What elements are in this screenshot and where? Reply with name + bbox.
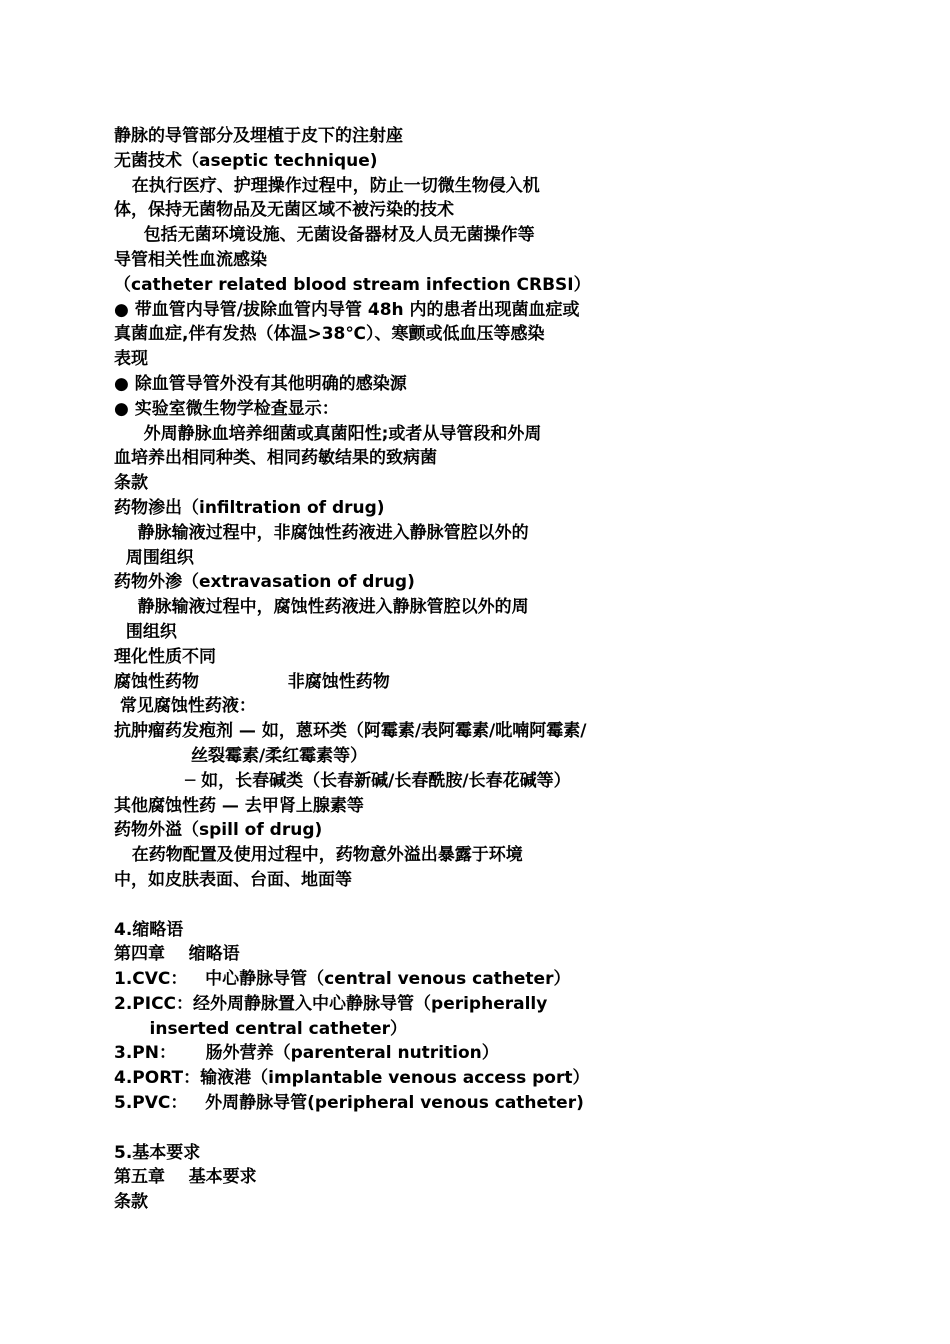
bullet-item: ● 除血管导管外没有其他明确的感染源 — [114, 373, 407, 394]
text-line: 条款 — [114, 473, 148, 494]
abbreviation-item: 3.PN： 肠外营养（parenteral nutrition） — [114, 1043, 499, 1064]
blank-line — [114, 893, 914, 918]
bullet-item: ● 实验室微生物学检查显示： — [114, 398, 339, 419]
blank-line — [114, 1116, 914, 1141]
text-line: 表现 — [114, 349, 148, 370]
section-heading: 药物外渗（extravasation of drug) — [114, 572, 415, 593]
chapter-title: 第五章 基本要求 — [114, 1167, 257, 1188]
section-heading: 药物渗出（infiltration of drug) — [114, 497, 385, 518]
text-line: 在药物配置及使用过程中，药物意外溢出暴露于环境 — [114, 845, 523, 866]
text-line: 围组织 — [114, 621, 177, 642]
text-line: 静脉输液过程中，非腐蚀性药液进入静脉管腔以外的 — [114, 522, 529, 543]
section-heading: 5.基本要求 — [114, 1142, 201, 1163]
text-line: 在执行医疗、护理操作过程中，防止一切微生物侵入机 — [114, 175, 540, 196]
text-line: 中，如皮肤表面、台面、地面等 — [114, 869, 352, 890]
text-line: 周围组织 — [114, 547, 194, 568]
section-heading: 药物外溢（spill of drug) — [114, 820, 323, 841]
text-line: 腐蚀性药物 非腐蚀性药物 — [114, 671, 390, 692]
text-line: 理化性质不同 — [114, 646, 216, 667]
document-page — [114, 124, 914, 1215]
text-line: 静脉输液过程中，腐蚀性药液进入静脉管腔以外的周 — [114, 597, 529, 618]
text-line: 条款 — [114, 1192, 148, 1213]
abbreviation-item: 4.PORT：输液港（implantable venous access port） — [114, 1068, 590, 1089]
text-line: （catheter related blood stream infection CRBSI） — [114, 274, 591, 295]
text-line: inserted central catheter） — [114, 1018, 408, 1039]
text-line: 其他腐蚀性药 — 去甲肾上腺素等 — [114, 795, 364, 816]
text-line: 外周静脉血培养细菌或真菌阳性;或者从导管段和外周 — [114, 423, 542, 444]
text-line: 丝裂霉素/柔红霉素等） — [114, 745, 368, 766]
text-line: ─ 如，长春碱类（长春新碱/长春酰胺/长春花碱等） — [114, 770, 571, 791]
text-line: 体，保持无菌物品及无菌区域不被污染的技术 — [114, 200, 454, 221]
text-line: 血培养出相同种类、相同药敏结果的致病菌 — [114, 448, 437, 469]
abbreviation-item: 5.PVC： 外周静脉导管(peripheral venous catheter) — [114, 1093, 584, 1114]
abbreviation-item: 2.PICC：经外周静脉置入中心静脉导管（peripherally — [114, 993, 548, 1014]
chapter-title: 第四章 缩略语 — [114, 944, 240, 965]
text-line: 静脉的导管部分及埋植于皮下的注射座 — [114, 126, 403, 146]
bullet-item: ● 带血管内导管/拔除血管内导管 48h 内的患者出现菌血症或 — [114, 299, 580, 320]
text-line: 包括无菌环境设施、无菌设备器材及人员无菌操作等 — [114, 225, 535, 246]
section-heading: 无菌技术（aseptic technique) — [114, 150, 378, 171]
section-heading: 导管相关性血流感染 — [114, 249, 267, 270]
section-heading: 4.缩略语 — [114, 919, 184, 940]
text-line: 真菌血症,伴有发热（体温>38℃）、寒颤或低血压等感染 — [114, 324, 545, 345]
text-line: 抗肿瘤药发疱剂 — 如，蒽环类（阿霉素/表阿霉素/吡喃阿霉素/ — [114, 721, 587, 742]
text-line: 常见腐蚀性药液： — [114, 696, 256, 717]
abbreviation-item: 1.CVC： 中心静脉导管（central venous catheter） — [114, 969, 571, 990]
